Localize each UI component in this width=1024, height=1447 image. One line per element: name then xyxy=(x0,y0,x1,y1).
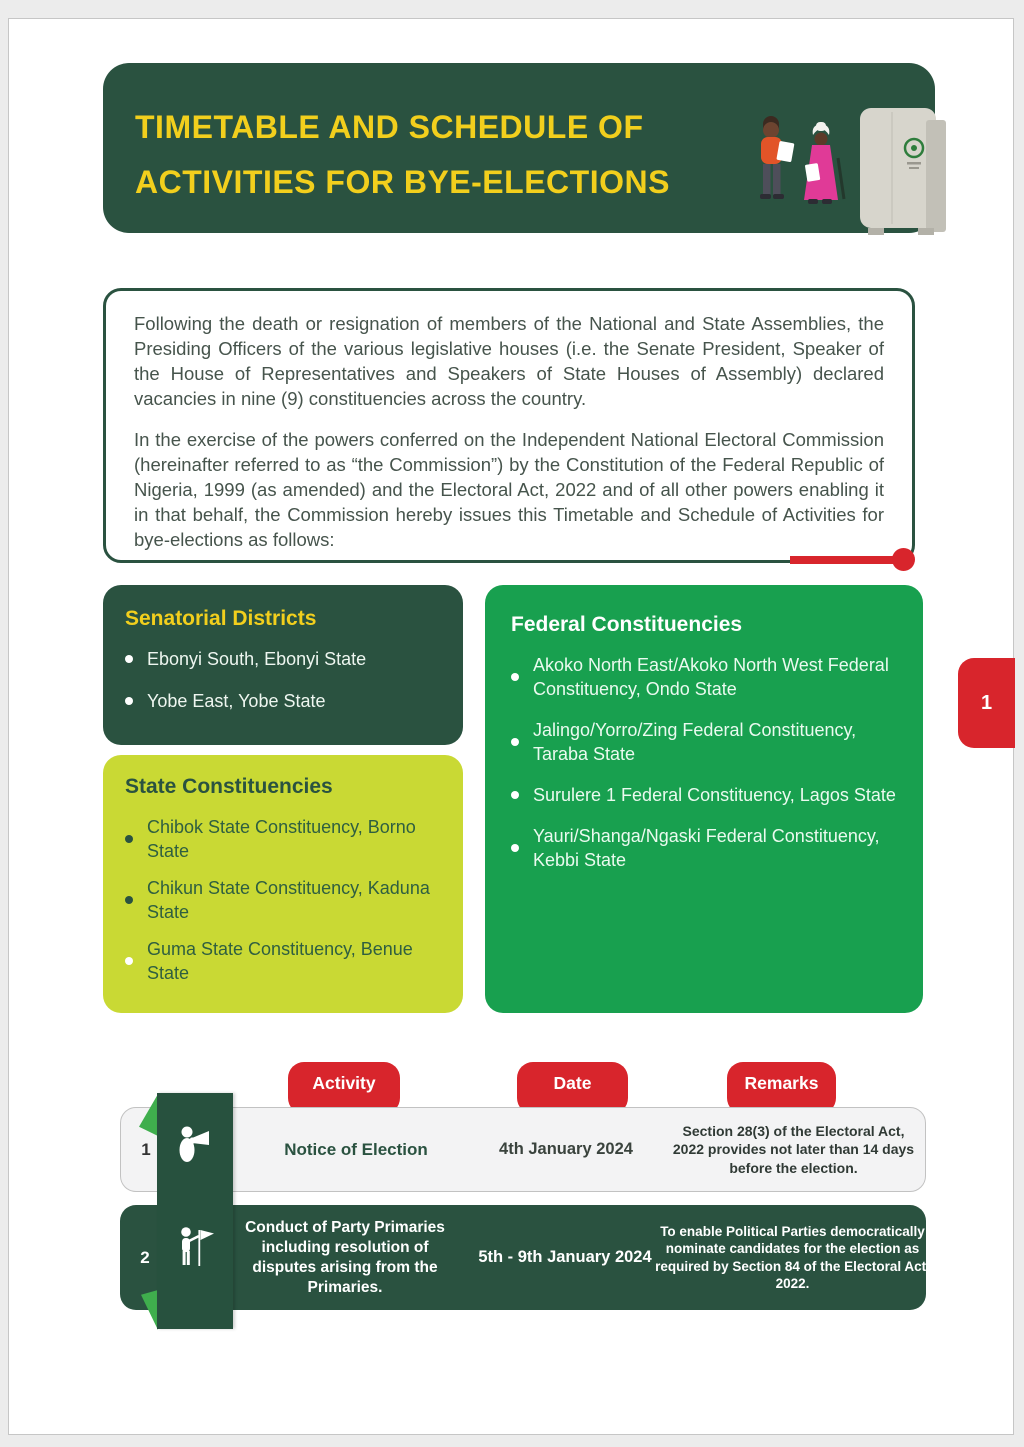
intro-paragraph-1: Following the death or resignation of members of the National and State Assemblies, the Presiding Officers of the various legislative houses (i.e. the Senate President, Speaker of the House of Representatives and Speakers of State Houses of Assembly) declared vacancies in nine (9) constituencies across the country. xyxy=(134,313,884,409)
man-voter-icon xyxy=(760,116,794,199)
bullet-icon xyxy=(125,957,133,965)
column-header-date: Date xyxy=(517,1062,628,1114)
list-item-label: Ebonyi South, Ebonyi State xyxy=(147,649,367,669)
page-number-tab xyxy=(958,658,1015,748)
bullet-icon xyxy=(125,835,133,843)
bullet-icon xyxy=(125,896,133,904)
voting-cubicle-icon xyxy=(860,108,946,235)
activity-cell: Conduct of Party Primaries including resolution of disputes arising from the Primaries. xyxy=(245,1218,445,1296)
list-item xyxy=(511,824,899,872)
federal-constituencies-list xyxy=(511,653,899,889)
senatorial-districts-title: Senatorial Districts xyxy=(125,607,317,630)
list-item-label: Yauri/Shanga/Ngaski Federal Constituency, Kebbi State xyxy=(533,826,880,870)
bullet-icon xyxy=(125,655,133,663)
bullet-icon xyxy=(511,738,519,746)
list-item xyxy=(125,937,443,985)
list-item xyxy=(125,876,443,924)
table-row xyxy=(120,1107,926,1192)
list-item xyxy=(511,718,899,766)
remarks-cell: To enable Political Parties democratically nominate candidates for the election as required by Section 84 of the Electoral Act, 2022. xyxy=(655,1223,930,1291)
person-flag-icon xyxy=(173,1225,217,1271)
list-item xyxy=(125,815,443,863)
bullet-icon xyxy=(511,673,519,681)
state-constituencies-list xyxy=(125,815,443,998)
bullet-icon xyxy=(511,844,519,852)
list-item-label: Chikun State Constituency, Kaduna State xyxy=(147,878,430,922)
bullet-icon xyxy=(511,791,519,799)
page-number: 1 xyxy=(980,691,993,714)
row-number: 1 xyxy=(141,1139,151,1159)
column-header-remarks: Remarks xyxy=(727,1062,836,1114)
page-title xyxy=(135,100,735,210)
activity-cell: Notice of Election xyxy=(284,1139,428,1159)
date-cell: 5th - 9th January 2024 xyxy=(478,1248,652,1266)
state-constituencies-title: State Constituencies xyxy=(125,775,333,798)
activity-ribbon xyxy=(157,1093,233,1329)
voters-illustration xyxy=(742,92,952,242)
list-item-label: Chibok State Constituency, Borno State xyxy=(147,817,416,861)
row-number: 2 xyxy=(140,1247,150,1267)
bullet-icon xyxy=(125,697,133,705)
list-item-label: Jalingo/Yorro/Zing Federal Constituency, Taraba State xyxy=(533,720,857,764)
date-cell: 4th January 2024 xyxy=(499,1140,633,1158)
list-item-label: Guma State Constituency, Benue State xyxy=(147,939,413,983)
remarks-cell: Section 28(3) of the Electoral Act, 2022 provides not later than 14 days before the election. xyxy=(672,1122,915,1176)
megaphone-announcement-icon xyxy=(173,1123,217,1167)
state-constituencies-box xyxy=(103,755,463,1013)
list-item xyxy=(511,653,899,701)
list-item xyxy=(125,647,441,671)
intro-text-box xyxy=(103,288,915,563)
list-item xyxy=(511,783,899,807)
federal-constituencies-title: Federal Constituencies xyxy=(511,613,743,636)
senatorial-districts-box xyxy=(103,585,463,745)
page-title-line1: TIMETABLE AND SCHEDULE OF xyxy=(135,109,644,145)
list-item-label: Yobe East, Yobe State xyxy=(147,691,326,711)
table-row xyxy=(120,1205,930,1310)
federal-constituencies-box xyxy=(485,585,923,1013)
list-item-label: Akoko North East/Akoko North West Federal Constituency, Ondo State xyxy=(533,655,889,699)
column-header-activity: Activity xyxy=(288,1062,400,1114)
red-accent-line xyxy=(790,556,896,564)
senatorial-districts-list xyxy=(125,647,441,731)
page-title-line2: ACTIVITIES FOR BYE-ELECTIONS xyxy=(135,164,670,200)
red-accent-dot xyxy=(892,548,915,571)
intro-paragraph-2: In the exercise of the powers conferred on the Independent National Electoral Commission (hereinafter referred to as “the Commission”) by the Constitution of the Federal Republic of Nigeria, 1999 (as amended) and the Electoral Act, 2022 and of all other powers enabling it in that behalf, the Commission hereby issues this Timetable and Schedule of Activities for bye-elections as follows: xyxy=(134,429,884,550)
list-item-label: Surulere 1 Federal Constituency, Lagos State xyxy=(533,785,896,805)
list-item xyxy=(125,689,441,713)
woman-voter-icon xyxy=(804,122,844,204)
